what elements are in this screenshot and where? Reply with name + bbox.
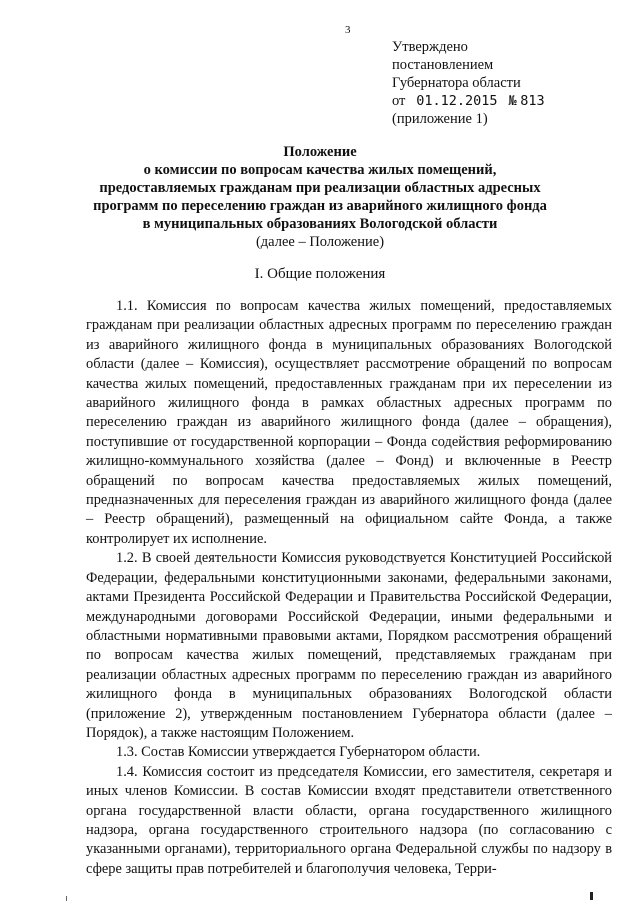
section-title: I. Общие положения [254,266,386,282]
approval-date: 01.12.2015 [416,93,498,109]
scan-artifact-dot [66,896,67,901]
document-body [86,297,612,879]
approval-block [392,38,612,128]
paragraph-1-4: 1.4. Комиссия состоит из председателя Комиссии, его заместителя, секретаря и иных членов Комиссии. В состав Комиссии входят представители ответственного органа государственной власти области, органа государственного жилищного надзора, органа государственного строительного надзора (по согласованию с указанными органами), территориального органа Федеральной службы по надзору в сфере защиты прав потребителей и благополучия человека, Терри- [86,763,612,877]
document-title-line-3: программ по переселению граждан из аварийного жилищного фонда [93,198,547,214]
scan-artifact-mark [590,892,593,900]
document-heading [60,143,580,251]
approval-line-resolution: постановлением [392,57,494,73]
paragraph-1-1: 1.1. Комиссия по вопросам качества жилых помещений, предоставляемых гражданам при реализации областных адресных программ по переселению граждан из аварийного жилищного фонда в муниципальных образованиях Вологодской области (далее – Комиссия), осуществляет рассмотрение обращений по вопросам качества жилых помещений, предоставленных гражданам при их переселении из аварийного жилищного фонда в рамках областных адресных программ по переселению граждан из аварийного жилищного фонда (далее – обращения), поступившие от государственной корпорации – Фонда содействия реформированию жилищно-коммунального хозяйства (далее – Фонд) и включенные в Реестр обращений по вопросам качества предоставляемых жилых помещений, предназначенных для переселения граждан из аварийного жилищного фонда (далее – Реестр обращений), размещенный на официальном сайте Фонда, а также контролирует их исполнение. [86,298,612,547]
page-number: 3 [345,24,351,36]
approval-number: 813 [520,93,545,109]
document-subtitle: (далее – Положение) [255,234,385,250]
paragraph-1-3: 1.3. Состав Комиссии утверждается Губернатором области. [116,744,481,761]
paragraph-1-2: 1.2. В своей деятельности Комиссия руководствуется Конституцией Российской Федерации, федеральными конституционными законами, федеральными законами, актами Президента Российской Федерации и Правительства Российской Федерации, международными договорами Российской Федерации, иными федеральными и областными нормативными правовыми актами, Порядком рассмотрения обращений по вопросам качества жилых помещений, представляемых гражданам при реализации областных адресных программ по переселению граждан из аварийного жилищного фонда в муниципальных образованиях Вологодской области (приложение 2), утвержденным постановлением Губернатора области (далее – Порядок), а также настоящим Положением. [86,550,612,741]
approval-date-row [392,92,612,110]
approval-line-governor: Губернатора области [392,75,521,91]
approval-number-sign: № [508,93,517,109]
approval-from-label: от [392,93,406,109]
document-title: Положение [283,144,357,160]
approval-line-approved: Утверждено [392,39,468,55]
document-title-line-1: о комиссии по вопросам качества жилых помещений, [143,162,497,178]
document-title-line-4: в муниципальных образованиях Вологодской области [142,216,498,232]
document-title-line-2: предоставляемых гражданам при реализации областных адресных [99,180,541,196]
approval-appendix: (приложение 1) [392,111,488,127]
